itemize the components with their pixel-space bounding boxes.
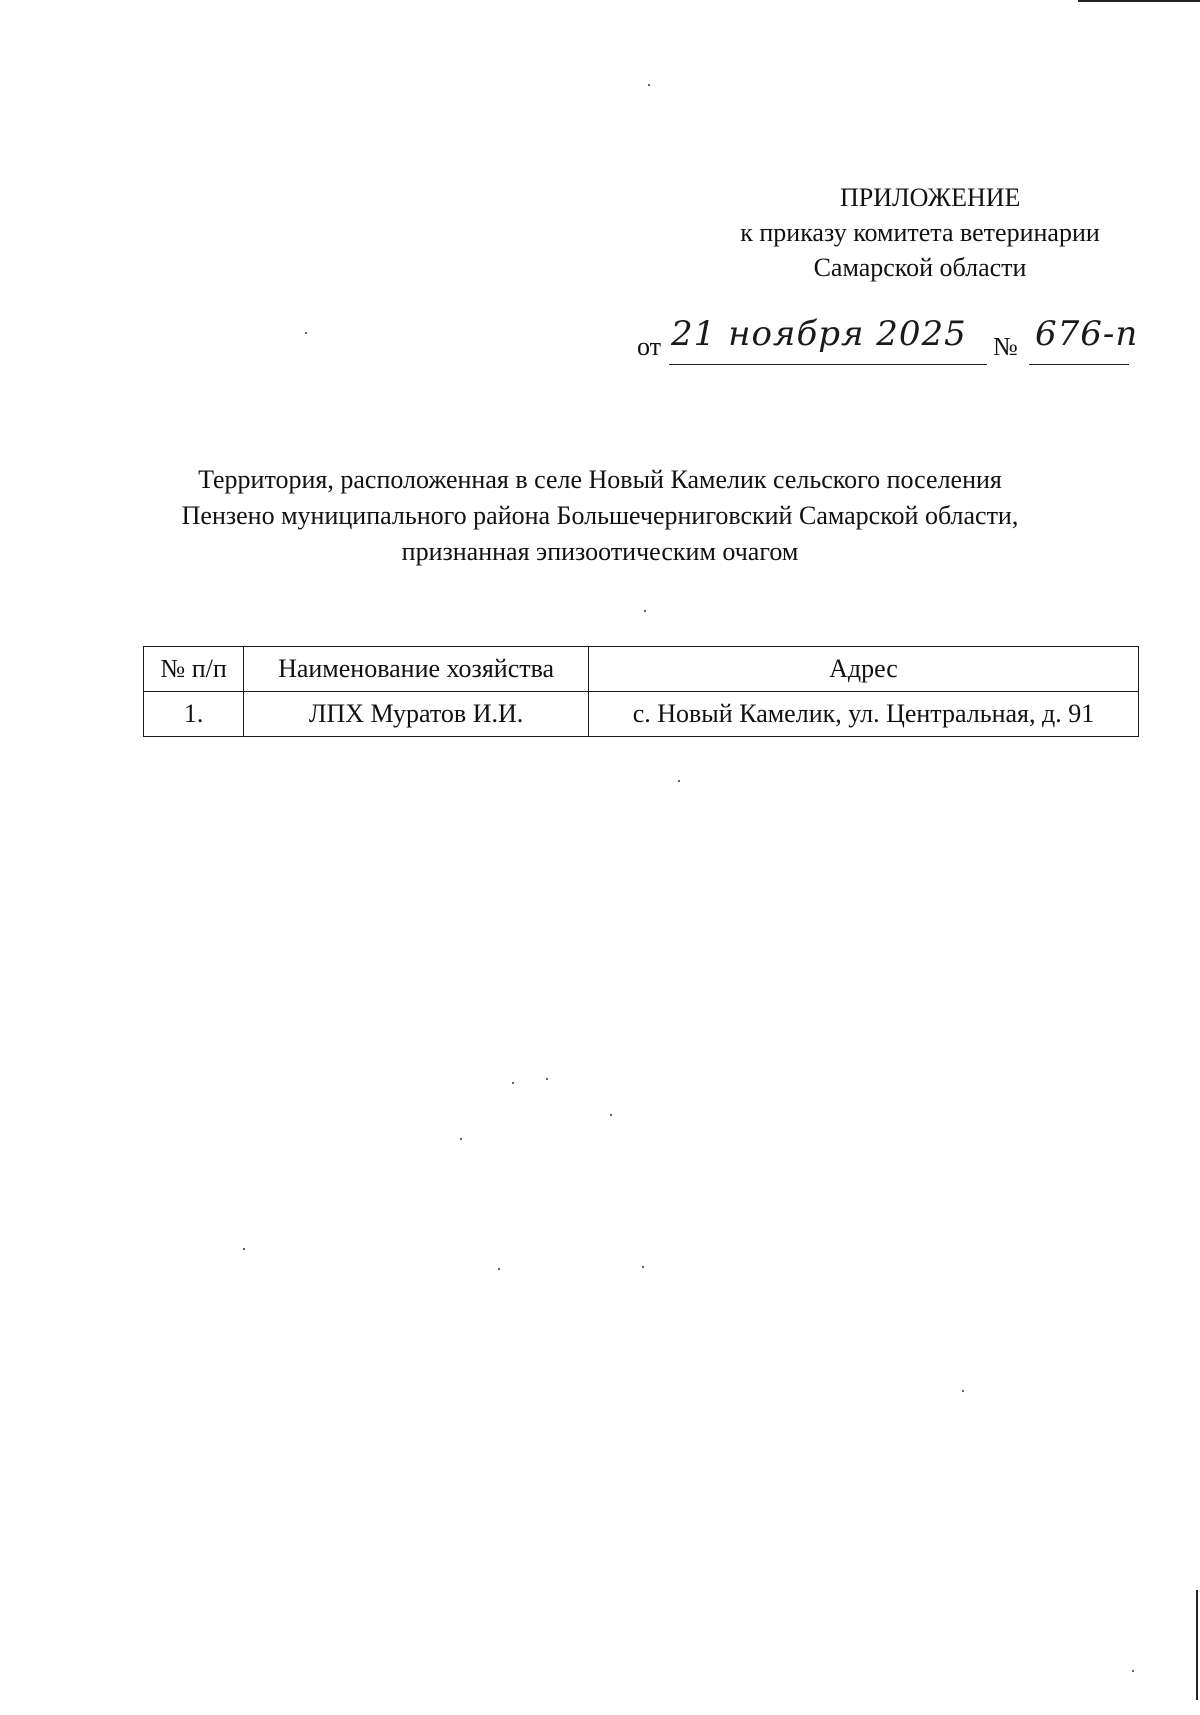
table-header-row — [144, 647, 1139, 692]
title-line: признанная эпизоотическим очагом — [401, 537, 799, 566]
order-from-label: от — [637, 332, 662, 361]
attachment-line-order: к приказу комитета ветеринарии — [740, 218, 1100, 247]
title-line: Пензено муниципального района Большечерниговский Самарской области, — [181, 501, 1019, 530]
cell-number: 1. — [144, 692, 244, 737]
cell-farm-name: ЛПХ Муратов И.И. — [244, 692, 589, 737]
scan-speck — [460, 1138, 462, 1140]
attachment-header — [660, 180, 1180, 285]
scan-speck — [642, 1266, 644, 1268]
header-address: Адрес — [588, 647, 1138, 692]
order-number-handwritten: 676-п — [1035, 314, 1139, 354]
order-number-sign: № — [993, 332, 1018, 361]
header-number: № п/п — [144, 647, 244, 692]
farms-table — [143, 646, 1139, 737]
order-reference — [637, 308, 1177, 368]
scan-speck — [678, 780, 680, 782]
scan-speck — [644, 610, 646, 612]
scan-speck — [962, 1390, 964, 1392]
scan-speck — [610, 1114, 612, 1116]
number-underline — [1029, 364, 1129, 365]
table-row — [144, 692, 1139, 737]
scan-edge-line-right — [1196, 1590, 1198, 1700]
order-date-handwritten: 21 ноября 2025 — [671, 314, 967, 354]
scan-speck — [243, 1248, 245, 1250]
cell-address: с. Новый Камелик, ул. Центральная, д. 91 — [588, 692, 1138, 737]
attachment-title: ПРИЛОЖЕНИЕ — [840, 183, 1021, 212]
document-title — [100, 462, 1100, 570]
date-underline — [669, 364, 987, 365]
scan-speck — [498, 1268, 500, 1270]
scan-speck — [1132, 1670, 1134, 1672]
scan-speck — [648, 84, 650, 86]
header-farm-name: Наименование хозяйства — [244, 647, 589, 692]
attachment-line-region: Самарской области — [813, 253, 1027, 282]
scan-edge-line-top — [1078, 0, 1200, 2]
scan-speck — [512, 1082, 514, 1084]
farms-table-grid — [143, 646, 1139, 737]
title-line: Территория, расположенная в селе Новый Камелик сельского поселения — [198, 465, 1002, 494]
scan-speck — [305, 332, 307, 334]
scan-speck — [546, 1078, 548, 1080]
